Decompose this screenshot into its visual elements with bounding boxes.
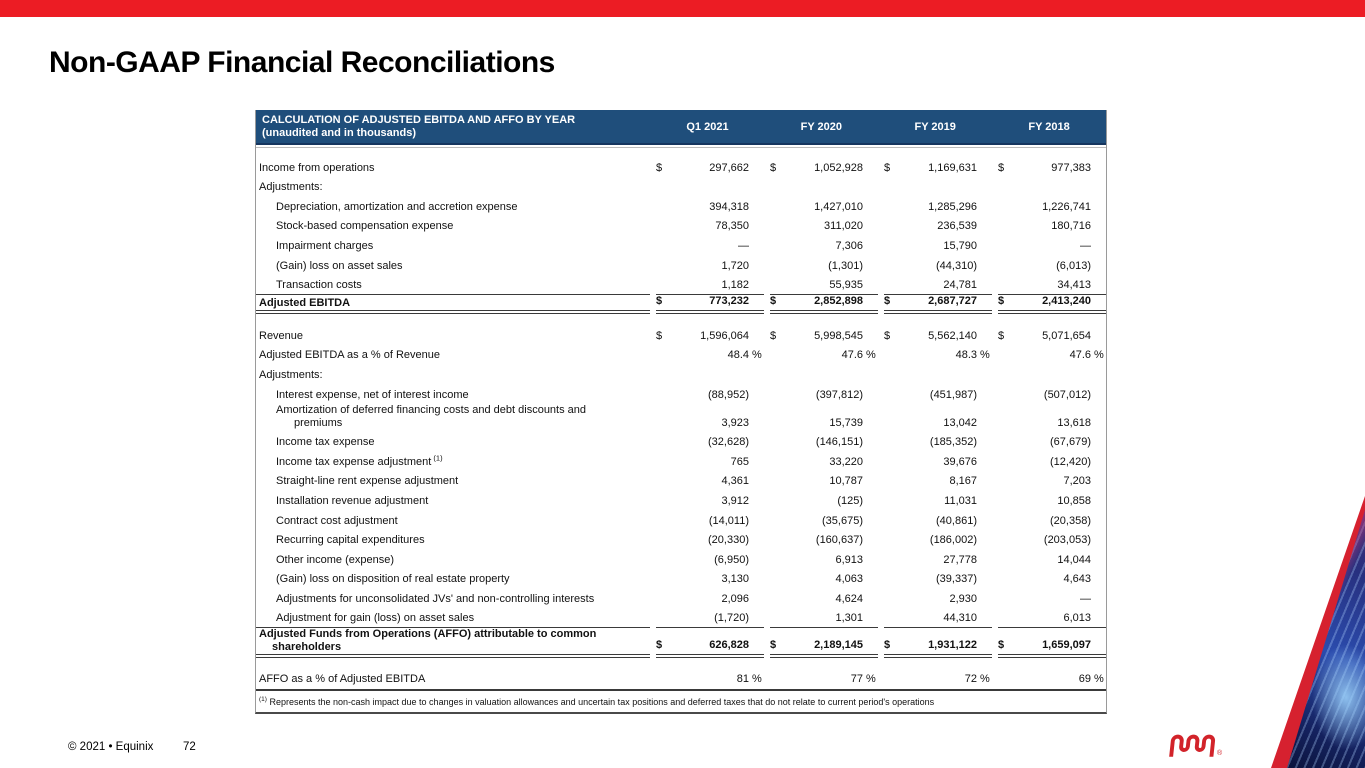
value-cell: 4,063 (835, 573, 863, 586)
value-cell: (32,628) (708, 436, 749, 449)
row-label: AFFO as a % of Adjusted EBITDA (259, 673, 426, 686)
value-cell: 72 % (964, 673, 990, 686)
value-cell: 311,020 (824, 220, 863, 233)
value-cell: 2,096 (721, 592, 749, 605)
equinix-logo-icon (1169, 732, 1222, 758)
value-cell: 13,042 (943, 416, 977, 429)
table-row (256, 432, 1106, 452)
value-cell: 14,044 (1057, 553, 1091, 566)
table-title (256, 114, 651, 140)
value-cell: (12,420) (1050, 455, 1091, 468)
table-row (256, 325, 1106, 345)
table-header (256, 110, 1106, 145)
value-cell: 55,935 (829, 279, 863, 292)
table-row (256, 471, 1106, 491)
table-row (256, 157, 1106, 177)
value-cell: 1,427,010 (814, 200, 863, 213)
value-cell: 44,310 (943, 612, 977, 625)
value-cell: $ 2,852,898 (770, 294, 878, 314)
value-cell: $ 2,413,240 (998, 294, 1106, 314)
column-header-q1-2021: Q1 2021 (686, 120, 729, 133)
footer-copyright: © 2021 • Equinix (68, 741, 154, 753)
table-row (256, 345, 1106, 365)
value-cell: 48.3 % (955, 349, 990, 362)
value-cell: 7,203 (1063, 475, 1091, 488)
reconciliation-table (255, 110, 1107, 714)
table-row (256, 384, 1106, 404)
value-cell: $ 1,052,928 (770, 161, 863, 174)
value-cell: $ 5,071,654 (998, 329, 1091, 342)
table-row (256, 216, 1106, 236)
value-cell: 236,539 (937, 220, 977, 233)
value-cell: 78,350 (715, 220, 749, 233)
row-label: Adjustments: (259, 368, 323, 381)
row-label: (Gain) loss on disposition of real estate property (276, 573, 510, 586)
value-cell: (451,987) (929, 388, 977, 401)
table-row (256, 364, 1106, 384)
table-row (256, 569, 1106, 589)
value-cell: $ 1,659,097 (998, 627, 1106, 658)
value-cell: 8,167 (949, 475, 977, 488)
page-title: Non-GAAP Financial Reconciliations (49, 46, 555, 79)
footnote (256, 689, 1106, 712)
value-cell: 4,643 (1063, 573, 1091, 586)
row-label: Adjusted EBITDA as a % of Revenue (259, 349, 440, 362)
value-cell: (203,053) (1043, 534, 1091, 547)
value-cell: $ 773,232 (656, 294, 764, 314)
value-cell: (6,950) (714, 553, 749, 566)
value-cell: 15,790 (943, 239, 977, 252)
row-label: Adjustments: (259, 181, 323, 194)
value-cell: 1,182 (721, 279, 749, 292)
row-label: Revenue (259, 329, 304, 342)
value-cell: (44,310) (936, 259, 977, 272)
value-cell: 6,013 (1063, 612, 1091, 625)
table-row (256, 490, 1106, 510)
value-cell: 4,361 (721, 475, 749, 488)
value-cell: 47.6 % (1069, 349, 1104, 362)
value-cell: 10,787 (829, 475, 863, 488)
value-cell: 39,676 (943, 455, 977, 468)
page-number: 72 (183, 741, 196, 753)
value-cell: 1,720 (721, 259, 749, 272)
value-cell: (507,012) (1043, 388, 1091, 401)
value-cell: 27,778 (943, 553, 977, 566)
row-label: Recurring capital expenditures (276, 534, 425, 547)
row-label: Income tax expense (276, 436, 375, 449)
value-cell: 34,413 (1057, 279, 1091, 292)
table-title-line2: (unaudited and in thousands) (262, 126, 416, 139)
row-label: Straight-line rent expense adjustment (276, 475, 459, 488)
value-cell: $ 1,596,064 (656, 329, 749, 342)
table-row (256, 196, 1106, 216)
row-label: Contract cost adjustment (276, 514, 398, 527)
value-cell: 11,031 (944, 494, 977, 507)
value-cell: (1,720) (714, 612, 749, 625)
value-cell: (125) (837, 494, 863, 507)
table-row (256, 627, 1106, 660)
value-cell: $ 5,562,140 (884, 329, 977, 342)
value-cell: 33,220 (829, 455, 863, 468)
value-cell: (14,011) (708, 514, 749, 527)
value-cell: (40,861) (936, 514, 977, 527)
table-row (256, 588, 1106, 608)
value-cell: 765 (730, 455, 749, 468)
table-row (256, 177, 1106, 197)
row-label: Interest expense, net of interest income (276, 388, 469, 401)
table-body (256, 147, 1106, 688)
value-cell: (88,952) (708, 388, 749, 401)
top-accent-bar (0, 0, 1365, 17)
row-label: Income from operations (259, 161, 375, 174)
value-cell: 47.6 % (841, 349, 876, 362)
value-cell: — (1080, 239, 1091, 252)
row-label: Impairment charges (276, 239, 374, 252)
value-cell: $ 5,998,545 (770, 329, 863, 342)
value-cell: (35,675) (822, 514, 863, 527)
value-cell: 77 % (850, 673, 876, 686)
value-cell: 48.4 % (727, 349, 762, 362)
value-cell: 3,912 (721, 494, 749, 507)
value-cell: — (1080, 592, 1091, 605)
value-cell: (20,330) (708, 534, 749, 547)
row-label: Adjusted EBITDA (256, 294, 650, 314)
table-title-line1: CALCULATION OF ADJUSTED EBITDA AND AFFO BY YEAR (262, 113, 576, 126)
value-cell: (6,013) (1056, 259, 1091, 272)
table-row (256, 549, 1106, 569)
value-cell: (67,679) (1050, 436, 1091, 449)
table-row (256, 404, 1106, 432)
value-cell: 3,923 (721, 416, 749, 429)
table-row (256, 255, 1106, 275)
value-cell: (20,358) (1050, 514, 1091, 527)
row-label: (Gain) loss on asset sales (276, 259, 403, 272)
table-row (256, 235, 1106, 255)
value-cell: 10,858 (1057, 494, 1091, 507)
row-label: Adjustment for gain (loss) on asset sales (276, 612, 475, 625)
row-label: Transaction costs (276, 279, 362, 292)
table-row (256, 608, 1106, 628)
row-label: Stock-based compensation expense (276, 220, 454, 233)
registered-mark: ® (1217, 750, 1223, 757)
row-label: Other income (expense) (276, 553, 394, 566)
table-row (256, 668, 1106, 688)
table-row (256, 451, 1106, 471)
value-cell: $ 2,687,727 (884, 294, 992, 314)
table-row (256, 510, 1106, 530)
value-cell: $ 626,828 (656, 627, 764, 658)
value-cell: $ 1,931,122 (884, 627, 992, 658)
table-row (256, 530, 1106, 550)
value-cell: 4,624 (835, 592, 863, 605)
value-cell: 3,130 (721, 573, 749, 586)
value-cell: (1,301) (828, 259, 863, 272)
value-cell: (160,637) (815, 534, 863, 547)
value-cell: (397,812) (815, 388, 863, 401)
column-header-fy-2019: FY 2019 (914, 120, 956, 133)
value-cell: 15,739 (829, 416, 863, 429)
value-cell: $ 977,383 (998, 161, 1091, 174)
corner-photo (1271, 496, 1365, 768)
value-cell: $ 1,169,631 (884, 161, 977, 174)
value-cell: 13,618 (1057, 416, 1091, 429)
value-cell: 69 % (1078, 673, 1104, 686)
value-cell: 81 % (736, 673, 762, 686)
column-header-fy-2018: FY 2018 (1028, 120, 1070, 133)
value-cell: 394,318 (709, 200, 749, 213)
column-header-fy-2020: FY 2020 (800, 120, 843, 133)
value-cell: 1,226,741 (1042, 200, 1091, 213)
value-cell: (146,151) (815, 436, 863, 449)
value-cell: 24,781 (943, 279, 977, 292)
row-label: Depreciation, amortization and accretion expense (276, 200, 518, 213)
row-label: Income tax expense adjustment $^{(1)}$ (276, 453, 443, 468)
row-label: Adjustments for unconsolidated JVs' and non-controlling interests (276, 592, 595, 605)
row-label: Adjusted Funds from Operations (AFFO) attributable to common shareholders (256, 627, 650, 658)
value-cell: 2,930 (949, 592, 977, 605)
value-cell: 1,285,296 (928, 200, 977, 213)
value-cell: (185,352) (929, 436, 977, 449)
value-cell: $ 2,189,145 (770, 627, 878, 658)
value-cell: $ 297,662 (656, 161, 749, 174)
value-cell: (39,337) (936, 573, 977, 586)
footnote-text: Represents the non-cash impact due to changes in valuation allowances and uncertain tax positions and deferred taxes that do not relate to current period's operations (269, 697, 935, 708)
value-cell: 7,306 (835, 239, 863, 252)
value-cell: (186,002) (929, 534, 977, 547)
value-cell: 1,301 (835, 612, 863, 625)
value-cell: 180,716 (1051, 220, 1091, 233)
footnote-marker: (1) (259, 696, 267, 704)
row-label: Installation revenue adjustment (276, 494, 429, 507)
table-row (256, 275, 1106, 295)
value-cell: 6,913 (835, 553, 863, 566)
table-row (256, 294, 1106, 316)
row-label: Amortization of deferred financing costs and debt discounts and premiums (276, 403, 587, 429)
value-cell: — (738, 239, 749, 252)
